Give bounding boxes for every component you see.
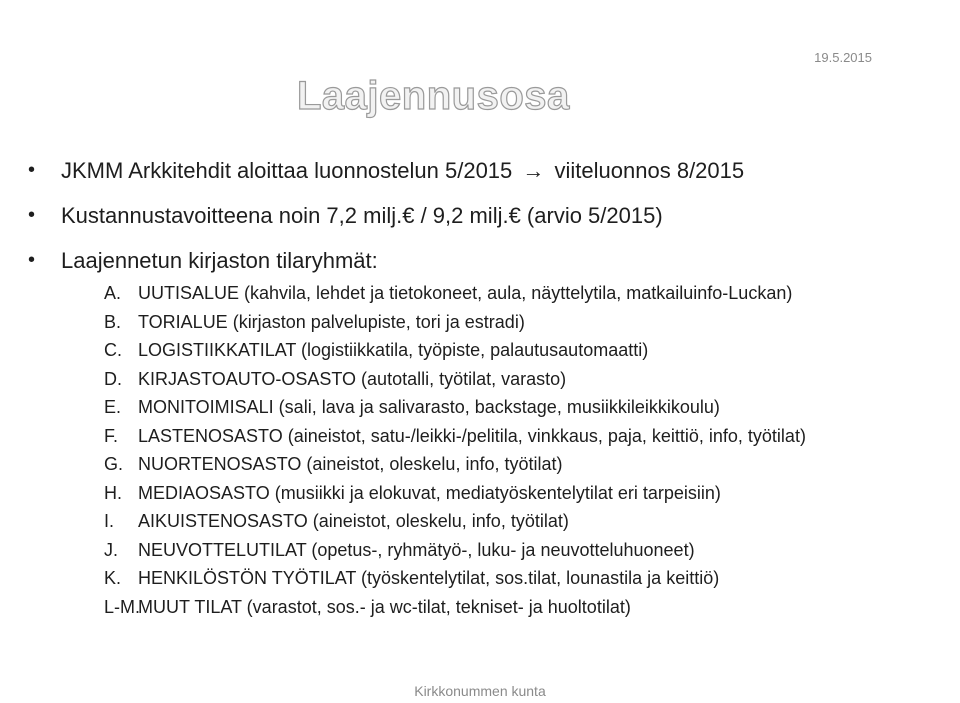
- list-item-text: LOGISTIIKKATILAT (logistiikkatila, työpiste, palautusautomaatti): [138, 340, 649, 360]
- list-item-text: NUORTENOSASTO (aineistot, oleskelu, info, työtilat): [138, 454, 563, 474]
- list-item-letter: J.: [104, 539, 119, 560]
- list-item-text: KIRJASTOAUTO-OSASTO (autotalli, työtilat, varasto): [138, 368, 567, 389]
- bullet-list: [28, 157, 928, 621]
- list-item-letter: B.: [104, 311, 122, 332]
- list-item-text: UUTISALUE (kahvila, lehdet ja tietokoneet, aula, näyttelytila, matkailuinfo-Luckan): [138, 283, 793, 303]
- bullet-text: Laajennetun kirjaston tilaryhmät:: [61, 248, 378, 273]
- bullet-text: Kustannustavoitteena noin 7,2 milj.€ / 9,2 milj.€ (arvio 5/2015): [61, 203, 663, 228]
- bullet-item-architects: [28, 157, 928, 184]
- bullet-dot-icon: •: [28, 249, 36, 271]
- list-item: [104, 564, 928, 593]
- list-item-text: AIKUISTENOSASTO (aineistot, oleskelu, info, työtilat): [138, 511, 569, 531]
- bullet-text-before: JKMM Arkkitehdit aloittaa luonnostelun 5/2015: [61, 158, 513, 183]
- list-item: [104, 536, 928, 565]
- list-item: [104, 308, 928, 337]
- list-item-text: MEDIAOSASTO (musiikki ja elokuvat, mediatyöskentelytilat eri tarpeisiin): [138, 482, 721, 503]
- list-item: [104, 479, 928, 508]
- list-item-text: HENKILÖSTÖN TYÖTILAT (työskentelytilat, sos.tilat, lounastila ja keittiö): [138, 568, 720, 588]
- list-item: [104, 507, 928, 536]
- list-item: [104, 336, 928, 365]
- list-item-letter: E.: [104, 397, 122, 417]
- bullet-text-after: viiteluonnos 8/2015: [554, 158, 745, 183]
- list-item-letter: D.: [104, 368, 122, 389]
- list-item-letter: H.: [104, 482, 122, 503]
- list-item-letter: I.: [104, 511, 115, 531]
- list-item-text: MONITOIMISALI (sali, lava ja salivarasto, backstage, musiikkileikkikoulu): [138, 397, 720, 417]
- list-item: [104, 422, 928, 451]
- list-item-letter: K.: [104, 568, 122, 588]
- list-item: [104, 393, 928, 422]
- list-item: [104, 450, 928, 479]
- list-item-letter: F.: [104, 425, 119, 446]
- bullet-dot-icon: •: [28, 204, 36, 226]
- list-item-text: NEUVOTTELUTILAT (opetus-, ryhmätyö-, luku- ja neuvotteluhuoneet): [138, 539, 695, 560]
- list-item-letter: C.: [104, 340, 122, 360]
- list-item-text: MUUT TILAT (varastot, sos.- ja wc-tilat, tekniset- ja huoltotilat): [138, 596, 631, 617]
- list-item-text: TORIALUE (kirjaston palvelupiste, tori ja estradi): [138, 311, 525, 332]
- bullet-item-cost-target: [28, 202, 928, 229]
- slide-footer: Kirkkonummen kunta: [414, 683, 546, 699]
- list-item-text: LASTENOSASTO (aineistot, satu-/leikki-/pelitila, vinkkaus, paja, keittiö, info, työtilat): [138, 425, 806, 446]
- arrow-right-icon: →: [522, 158, 545, 183]
- slide-title: Laajennusosa: [297, 74, 570, 118]
- bullet-item-room-groups: [28, 247, 928, 621]
- list-item-letter: L-M.: [104, 596, 140, 617]
- list-item-letter: A.: [104, 283, 122, 303]
- list-item: [104, 593, 928, 622]
- list-item: [104, 365, 928, 394]
- list-item: [104, 279, 928, 308]
- list-item-letter: G.: [104, 454, 124, 474]
- bullet-dot-icon: •: [28, 159, 36, 181]
- room-group-list: [61, 279, 928, 621]
- slide-date: 19.5.2015: [814, 50, 872, 65]
